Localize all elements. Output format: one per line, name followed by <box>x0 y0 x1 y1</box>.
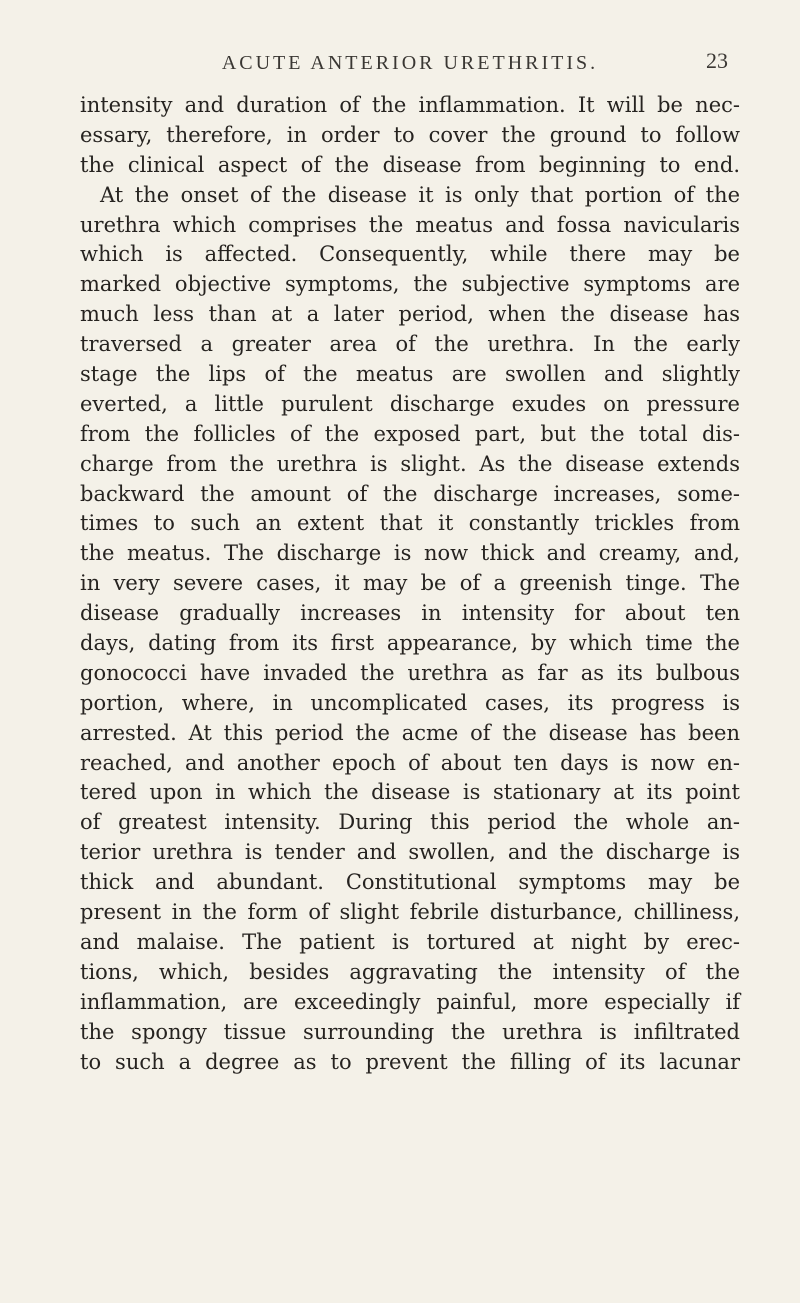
text-line: charge from the urethra is slight. As the disease extends <box>80 451 740 476</box>
text-line: the spongy tissue surrounding the urethra is infiltrated <box>80 1019 740 1044</box>
text-line: disease gradually increases in intensity for about ten <box>80 601 740 626</box>
text-line: arrested. At this period the acme of the disease has been <box>80 720 740 745</box>
page-number: 23 <box>706 48 728 73</box>
text-line: stage the lips of the meatus are swollen and slightly <box>80 362 740 387</box>
text-line: terior urethra is tender and swollen, and the discharge is <box>80 840 740 865</box>
running-head: ACUTE ANTERIOR URETHRITIS. <box>221 52 599 74</box>
text-line: the clinical aspect of the disease from beginning to end. <box>80 152 740 177</box>
text-line: urethra which comprises the meatus and fossa navicularis <box>80 212 740 237</box>
text-line: tered upon in which the disease is stationary at its point <box>80 780 740 805</box>
text-line: backward the amount of the discharge increases, some- <box>80 481 740 506</box>
text-line: the meatus. The discharge is now thick and creamy, and, <box>80 541 740 566</box>
text-line: everted, a little purulent discharge exudes on pressure <box>80 391 740 416</box>
text-line: of greatest intensity. During this period the whole an- <box>80 810 740 835</box>
text-line: inflammation, are exceedingly painful, more especially if <box>80 989 740 1014</box>
text-line: reached, and another epoch of about ten days is now en- <box>80 750 740 775</box>
text-line: traversed a greater area of the urethra. In the early <box>80 332 740 357</box>
text-line: much less than at a later period, when the disease has <box>80 302 740 327</box>
text-line: thick and abundant. Constitutional symptoms may be <box>80 870 740 895</box>
text-line: gonococci have invaded the urethra as far as its bulbous <box>80 660 740 685</box>
text-line: At the onset of the disease it is only that portion of the <box>100 182 740 207</box>
text-line: to such a degree as to prevent the filling of its lacunar <box>80 1049 740 1074</box>
text-line: marked objective symptoms, the subjective symptoms are <box>80 272 740 297</box>
text-line: portion, where, in uncomplicated cases, its progress is <box>80 690 740 715</box>
text-line: present in the form of slight febrile disturbance, chilliness, <box>80 900 740 925</box>
text-line: which is affected. Consequently, while there may be <box>80 242 740 267</box>
text-line: tions, which, besides aggravating the intensity of the <box>80 959 740 984</box>
text-line: times to such an extent that it constantly trickles from <box>80 511 740 536</box>
text-line: days, dating from its first appearance, by which time the <box>80 631 740 656</box>
text-line: in very severe cases, it may be of a greenish tinge. The <box>80 571 740 596</box>
text-line: intensity and duration of the inflammation. It will be nec- <box>80 93 740 117</box>
text-line: and malaise. The patient is tortured at night by erec- <box>80 929 740 954</box>
text-line: from the follicles of the exposed part, but the total dis- <box>80 421 740 446</box>
text-line: essary, therefore, in order to cover the ground to follow <box>80 122 740 147</box>
body-text <box>80 91 740 1077</box>
